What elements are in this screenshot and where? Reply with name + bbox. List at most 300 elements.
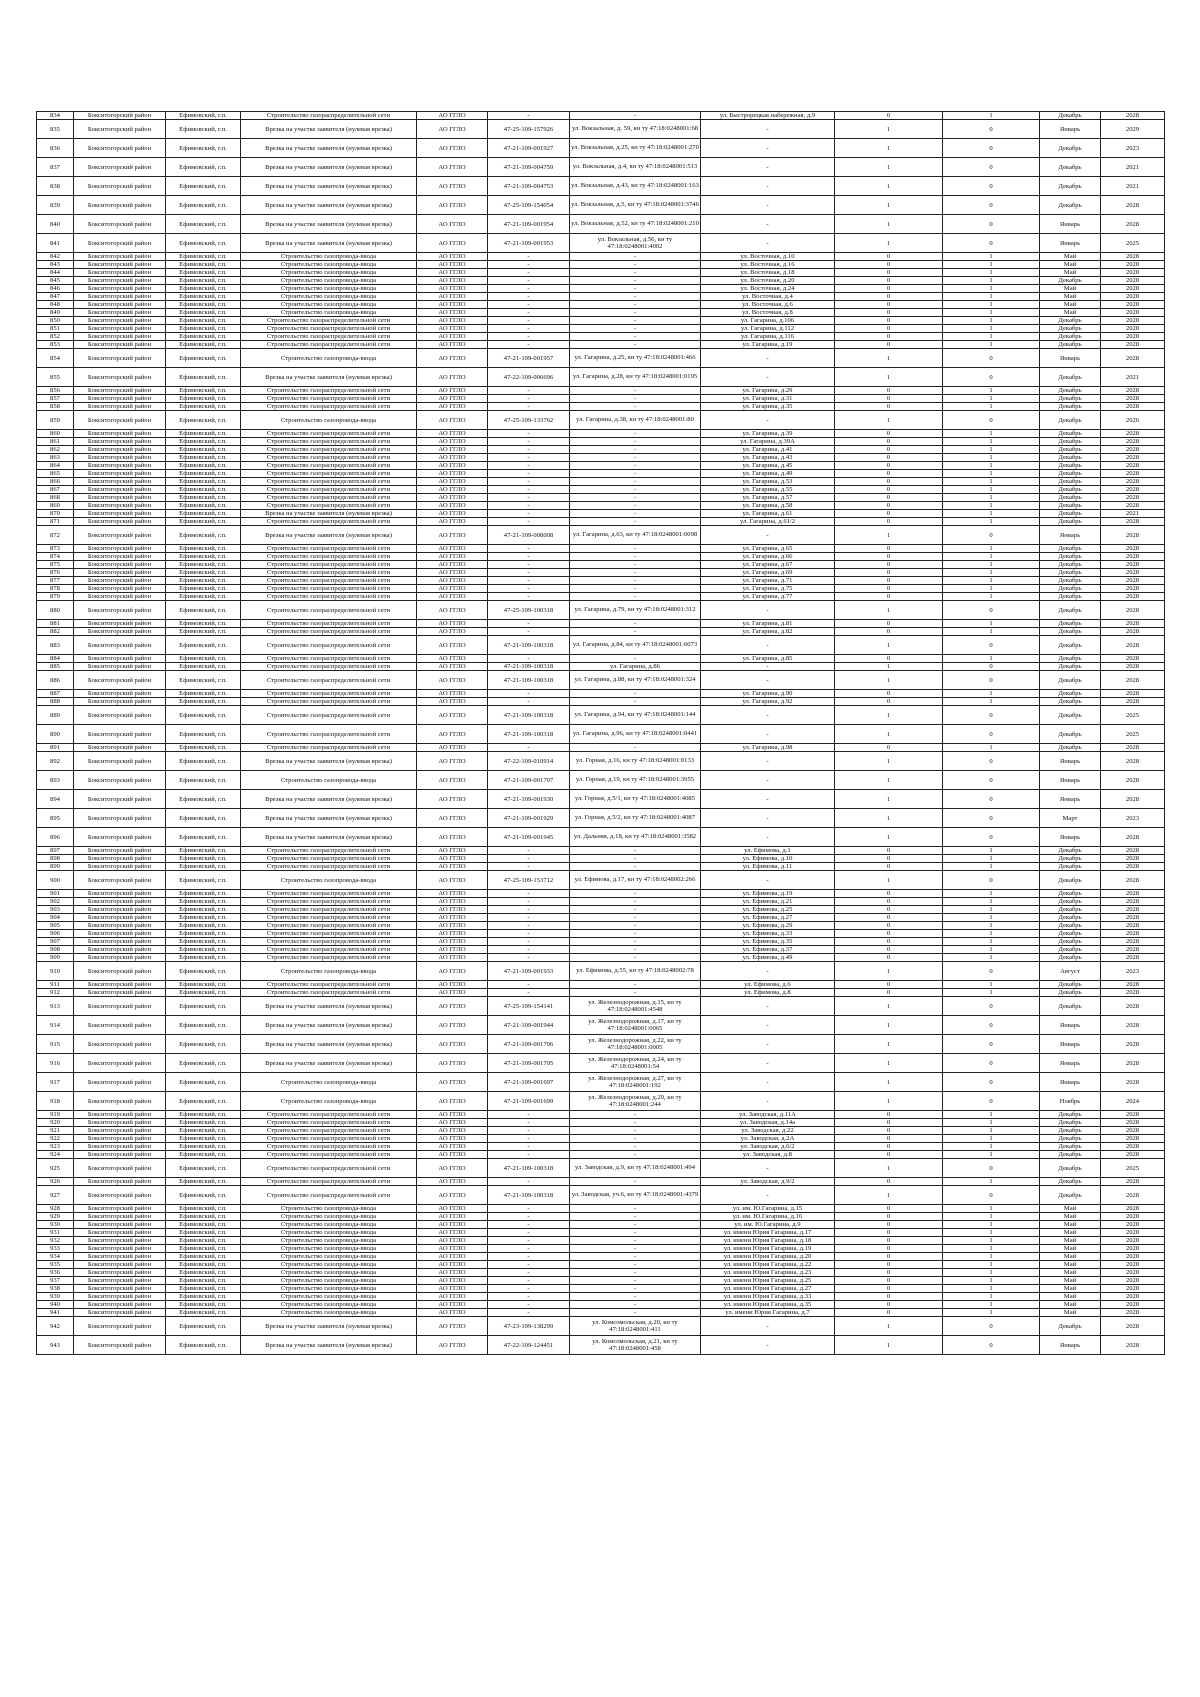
- cell-count-b: 1: [943, 690, 1040, 698]
- cell-row-number: 905: [37, 922, 74, 930]
- cell-cadastral-address: ул. Железнодорожная, д.27, кн ту 47:18:0248001:192: [570, 1073, 701, 1092]
- cell-row-number: 848: [37, 301, 74, 309]
- cell-cadastral-address: -: [570, 446, 701, 454]
- cell-application-number: 47-21-109-001927: [488, 139, 570, 158]
- cell-count-b: 0: [943, 1073, 1040, 1092]
- cell-application-number: -: [488, 1237, 570, 1245]
- cell-work-type: Строительство газопровода-ввода: [241, 1092, 417, 1111]
- cell-count-a: 1: [835, 177, 943, 196]
- cell-organization: АО ГГЛО: [417, 914, 488, 922]
- cell-district: Бокситогорский район: [74, 341, 166, 349]
- cell-count-b: 0: [943, 601, 1040, 620]
- cell-settlement: Ефимовский, г.п.: [166, 946, 241, 954]
- cell-settlement: Ефимовский, г.п.: [166, 569, 241, 577]
- cell-row-number: 917: [37, 1073, 74, 1092]
- cell-year: 2028: [1101, 446, 1165, 454]
- cell-organization: АО ГГЛО: [417, 325, 488, 333]
- cell-application-number: 47-21-109-001953: [488, 234, 570, 253]
- cell-organization: АО ГГЛО: [417, 387, 488, 395]
- cell-street-address: ул. Гагарина, д.77: [701, 593, 835, 601]
- cell-work-type: Врезка на участке заявителя (нулевая врезка): [241, 234, 417, 253]
- cell-cadastral-address: -: [570, 890, 701, 898]
- cell-application-number: -: [488, 470, 570, 478]
- cell-year: 2028: [1101, 593, 1165, 601]
- cell-row-number: 909: [37, 954, 74, 962]
- cell-street-address: ул. Гагарина, д.57: [701, 494, 835, 502]
- table-row: [37, 341, 1165, 349]
- cell-month: Декабрь: [1040, 317, 1101, 325]
- cell-count-a: 0: [835, 510, 943, 518]
- table-row: [37, 1186, 1165, 1205]
- cell-count-b: 1: [943, 277, 1040, 285]
- cell-settlement: Ефимовский, г.п.: [166, 914, 241, 922]
- cell-year: 2021: [1101, 368, 1165, 387]
- cell-year: 2028: [1101, 981, 1165, 989]
- cell-district: Бокситогорский район: [74, 1135, 166, 1143]
- cell-count-a: 0: [835, 293, 943, 301]
- cell-district: Бокситогорский район: [74, 771, 166, 790]
- cell-row-number: 906: [37, 930, 74, 938]
- cell-count-a: 0: [835, 620, 943, 628]
- table-row: [37, 962, 1165, 981]
- cell-cadastral-address: -: [570, 593, 701, 601]
- cell-organization: АО ГГЛО: [417, 1135, 488, 1143]
- cell-row-number: 842: [37, 253, 74, 261]
- cell-year: 2028: [1101, 502, 1165, 510]
- cell-year: 2028: [1101, 526, 1165, 545]
- cell-work-type: Строительство газораспределительной сети: [241, 325, 417, 333]
- cell-settlement: Ефимовский, г.п.: [166, 847, 241, 855]
- cell-cadastral-address: -: [570, 510, 701, 518]
- cell-street-address: ул. Ефимова, д.33: [701, 930, 835, 938]
- cell-row-number: 871: [37, 518, 74, 526]
- table-row: [37, 1285, 1165, 1293]
- cell-work-type: Врезка на участке заявителя (нулевая врезка): [241, 215, 417, 234]
- cell-year: 2028: [1101, 954, 1165, 962]
- cell-settlement: Ефимовский, г.п.: [166, 269, 241, 277]
- cell-month: Декабрь: [1040, 341, 1101, 349]
- cell-cadastral-address: -: [570, 341, 701, 349]
- cell-count-b: 0: [943, 177, 1040, 196]
- cell-street-address: -: [701, 234, 835, 253]
- cell-cadastral-address: -: [570, 1119, 701, 1127]
- cell-cadastral-address: ул. Горная, д.19, кн ту 47:18:0248001:3955: [570, 771, 701, 790]
- cell-street-address: -: [701, 706, 835, 725]
- cell-organization: АО ГГЛО: [417, 1253, 488, 1261]
- cell-count-b: 0: [943, 196, 1040, 215]
- cell-application-number: 47-22-109-006696: [488, 368, 570, 387]
- cell-street-address: ул. Ефимова, д.11: [701, 863, 835, 871]
- cell-district: Бокситогорский район: [74, 1336, 166, 1355]
- cell-row-number: 930: [37, 1221, 74, 1229]
- cell-district: Бокситогорский район: [74, 1127, 166, 1135]
- cell-row-number: 891: [37, 744, 74, 752]
- table-row: [37, 855, 1165, 863]
- cell-district: Бокситогорский район: [74, 577, 166, 585]
- cell-count-a: 0: [835, 430, 943, 438]
- cell-row-number: 915: [37, 1035, 74, 1054]
- table-row: [37, 1111, 1165, 1119]
- table-row: [37, 828, 1165, 847]
- cell-work-type: Врезка на участке заявителя (нулевая врезка): [241, 828, 417, 847]
- cell-settlement: Ефимовский, г.п.: [166, 387, 241, 395]
- cell-count-a: 0: [835, 1245, 943, 1253]
- cell-year: 2029: [1101, 120, 1165, 139]
- cell-district: Бокситогорский район: [74, 253, 166, 261]
- cell-settlement: Ефимовский, г.п.: [166, 1143, 241, 1151]
- cell-month: Декабрь: [1040, 946, 1101, 954]
- cell-settlement: Ефимовский, г.п.: [166, 690, 241, 698]
- cell-district: Бокситогорский район: [74, 690, 166, 698]
- table-row: [37, 1205, 1165, 1213]
- cell-organization: АО ГГЛО: [417, 139, 488, 158]
- cell-row-number: 860: [37, 430, 74, 438]
- cell-count-b: 1: [943, 112, 1040, 120]
- cell-work-type: Врезка на участке заявителя (нулевая врезка): [241, 752, 417, 771]
- cell-street-address: ул. имени Юрия Гагарина, д.19: [701, 1245, 835, 1253]
- cell-cadastral-address: -: [570, 914, 701, 922]
- cell-count-b: 0: [943, 706, 1040, 725]
- cell-application-number: -: [488, 938, 570, 946]
- cell-application-number: -: [488, 1229, 570, 1237]
- cell-organization: АО ГГЛО: [417, 317, 488, 325]
- cell-application-number: 47-21-109-100318: [488, 1159, 570, 1178]
- cell-settlement: Ефимовский, г.п.: [166, 1213, 241, 1221]
- cell-district: Бокситогорский район: [74, 1111, 166, 1119]
- cell-year: 2028: [1101, 438, 1165, 446]
- cell-organization: АО ГГЛО: [417, 663, 488, 671]
- cell-count-b: 0: [943, 411, 1040, 430]
- cell-month: Декабрь: [1040, 553, 1101, 561]
- cell-year: 2028: [1101, 301, 1165, 309]
- table-row: [37, 771, 1165, 790]
- cell-count-a: 0: [835, 317, 943, 325]
- cell-month: Декабрь: [1040, 430, 1101, 438]
- table-row: [37, 403, 1165, 411]
- cell-application-number: -: [488, 478, 570, 486]
- cell-row-number: 887: [37, 690, 74, 698]
- cell-district: Бокситогорский район: [74, 1151, 166, 1159]
- cell-street-address: -: [701, 349, 835, 368]
- cell-street-address: -: [701, 196, 835, 215]
- cell-month: Май: [1040, 285, 1101, 293]
- cell-cadastral-address: -: [570, 1178, 701, 1186]
- cell-month: Декабрь: [1040, 1317, 1101, 1336]
- table-row: [37, 577, 1165, 585]
- cell-application-number: -: [488, 454, 570, 462]
- cell-organization: АО ГГЛО: [417, 309, 488, 317]
- cell-street-address: -: [701, 790, 835, 809]
- cell-row-number: 892: [37, 752, 74, 771]
- cell-count-a: 0: [835, 922, 943, 930]
- cell-district: Бокситогорский район: [74, 809, 166, 828]
- cell-year: 2028: [1101, 1221, 1165, 1229]
- table-row: [37, 593, 1165, 601]
- cell-work-type: Строительство газораспределительной сети: [241, 906, 417, 914]
- cell-settlement: Ефимовский, г.п.: [166, 1205, 241, 1213]
- cell-count-a: 0: [835, 585, 943, 593]
- cell-application-number: 47-25-109-133762: [488, 411, 570, 430]
- table-row: [37, 387, 1165, 395]
- cell-month: Декабрь: [1040, 545, 1101, 553]
- cell-district: Бокситогорский район: [74, 470, 166, 478]
- cell-application-number: -: [488, 309, 570, 317]
- cell-count-b: 0: [943, 158, 1040, 177]
- cell-count-a: 0: [835, 438, 943, 446]
- cell-work-type: Строительство газопровода-ввода: [241, 1245, 417, 1253]
- cell-row-number: 890: [37, 725, 74, 744]
- cell-district: Бокситогорский район: [74, 261, 166, 269]
- cell-year: 2028: [1101, 989, 1165, 997]
- table-row: [37, 1309, 1165, 1317]
- cell-settlement: Ефимовский, г.п.: [166, 636, 241, 655]
- cell-month: Декабрь: [1040, 898, 1101, 906]
- cell-street-address: ул. Заводская, д.22: [701, 1127, 835, 1135]
- cell-district: Бокситогорский район: [74, 725, 166, 744]
- cell-cadastral-address: -: [570, 403, 701, 411]
- cell-row-number: 928: [37, 1205, 74, 1213]
- cell-organization: АО ГГЛО: [417, 277, 488, 285]
- cell-street-address: ул. Гагарина, д.65: [701, 545, 835, 553]
- cell-district: Бокситогорский район: [74, 628, 166, 636]
- cell-organization: АО ГГЛО: [417, 1213, 488, 1221]
- cell-cadastral-address: -: [570, 620, 701, 628]
- cell-cadastral-address: -: [570, 1151, 701, 1159]
- cell-count-a: 0: [835, 946, 943, 954]
- cell-street-address: -: [701, 1016, 835, 1035]
- cell-month: Декабрь: [1040, 744, 1101, 752]
- cell-row-number: 872: [37, 526, 74, 545]
- table-row: [37, 1151, 1165, 1159]
- cell-month: Декабрь: [1040, 1127, 1101, 1135]
- cell-street-address: ул. Гагарина, д.112: [701, 325, 835, 333]
- cell-organization: АО ГГЛО: [417, 1159, 488, 1178]
- cell-year: 2028: [1101, 395, 1165, 403]
- cell-organization: АО ГГЛО: [417, 1277, 488, 1285]
- cell-application-number: -: [488, 301, 570, 309]
- cell-count-a: 0: [835, 1229, 943, 1237]
- cell-count-b: 1: [943, 387, 1040, 395]
- cell-cadastral-address: -: [570, 325, 701, 333]
- cell-row-number: 859: [37, 411, 74, 430]
- cell-work-type: Строительство газораспределительной сети: [241, 922, 417, 930]
- cell-application-number: -: [488, 954, 570, 962]
- cell-work-type: Врезка на участке заявителя (нулевая врезка): [241, 997, 417, 1016]
- cell-count-a: 0: [835, 569, 943, 577]
- cell-month: Январь: [1040, 526, 1101, 545]
- cell-organization: АО ГГЛО: [417, 706, 488, 725]
- cell-row-number: 913: [37, 997, 74, 1016]
- cell-count-b: 1: [943, 946, 1040, 954]
- cell-settlement: Ефимовский, г.п.: [166, 510, 241, 518]
- cell-street-address: ул. имени Юрия Гагарина, д.22: [701, 1261, 835, 1269]
- cell-count-a: 1: [835, 706, 943, 725]
- cell-count-a: 1: [835, 871, 943, 890]
- cell-year: 2028: [1101, 1135, 1165, 1143]
- cell-cadastral-address: -: [570, 938, 701, 946]
- cell-year: 2028: [1101, 847, 1165, 855]
- cell-organization: АО ГГЛО: [417, 671, 488, 690]
- cell-settlement: Ефимовский, г.п.: [166, 938, 241, 946]
- table-row: [37, 234, 1165, 253]
- cell-row-number: 937: [37, 1277, 74, 1285]
- table-row: [37, 333, 1165, 341]
- cell-count-a: 1: [835, 368, 943, 387]
- cell-work-type: Строительство газораспределительной сети: [241, 690, 417, 698]
- cell-organization: АО ГГЛО: [417, 855, 488, 863]
- cell-work-type: Строительство газопровода-ввода: [241, 1285, 417, 1293]
- table-row: [37, 725, 1165, 744]
- cell-count-a: 0: [835, 593, 943, 601]
- cell-year: 2028: [1101, 790, 1165, 809]
- cell-settlement: Ефимовский, г.п.: [166, 706, 241, 725]
- cell-count-a: 0: [835, 494, 943, 502]
- cell-row-number: 924: [37, 1151, 74, 1159]
- cell-street-address: ул. Гагарина, д.61: [701, 510, 835, 518]
- cell-district: Бокситогорский район: [74, 698, 166, 706]
- cell-count-b: 1: [943, 1221, 1040, 1229]
- cell-work-type: Строительство газопровода-ввода: [241, 1269, 417, 1277]
- cell-district: Бокситогорский район: [74, 553, 166, 561]
- cell-month: Январь: [1040, 234, 1101, 253]
- cell-organization: АО ГГЛО: [417, 1237, 488, 1245]
- cell-year: 2028: [1101, 317, 1165, 325]
- cell-settlement: Ефимовский, г.п.: [166, 997, 241, 1016]
- cell-cadastral-address: -: [570, 112, 701, 120]
- cell-application-number: -: [488, 387, 570, 395]
- cell-application-number: 47-25-109-157926: [488, 120, 570, 139]
- cell-month: Декабрь: [1040, 502, 1101, 510]
- cell-settlement: Ефимовский, г.п.: [166, 989, 241, 997]
- cell-district: Бокситогорский район: [74, 938, 166, 946]
- cell-month: Декабрь: [1040, 601, 1101, 620]
- cell-settlement: Ефимовский, г.п.: [166, 301, 241, 309]
- cell-count-a: 1: [835, 962, 943, 981]
- cell-year: 2028: [1101, 215, 1165, 234]
- cell-cadastral-address: -: [570, 954, 701, 962]
- cell-count-b: 1: [943, 317, 1040, 325]
- cell-month: Декабрь: [1040, 997, 1101, 1016]
- cell-month: Декабрь: [1040, 863, 1101, 871]
- table-row: [37, 277, 1165, 285]
- cell-cadastral-address: ул. Железнодорожная, д.24, кн ту 47:18:0248001:54: [570, 1054, 701, 1073]
- cell-count-a: 0: [835, 518, 943, 526]
- cell-month: Декабрь: [1040, 1111, 1101, 1119]
- table-row: [37, 1213, 1165, 1221]
- cell-application-number: 47-21-109-001707: [488, 771, 570, 790]
- cell-count-a: 1: [835, 752, 943, 771]
- cell-cadastral-address: -: [570, 1111, 701, 1119]
- cell-organization: АО ГГЛО: [417, 470, 488, 478]
- cell-district: Бокситогорский район: [74, 293, 166, 301]
- cell-count-a: 0: [835, 269, 943, 277]
- cell-district: Бокситогорский район: [74, 863, 166, 871]
- cell-street-address: -: [701, 1186, 835, 1205]
- cell-month: Декабрь: [1040, 395, 1101, 403]
- cell-count-b: 1: [943, 1253, 1040, 1261]
- cell-row-number: 939: [37, 1293, 74, 1301]
- cell-settlement: Ефимовский, г.п.: [166, 285, 241, 293]
- cell-district: Бокситогорский район: [74, 752, 166, 771]
- cell-year: 2028: [1101, 518, 1165, 526]
- cell-count-b: 0: [943, 349, 1040, 368]
- cell-cadastral-address: ул. Ефимова, д.17, кн ту 47:18:0248002:266: [570, 871, 701, 890]
- cell-month: Май: [1040, 1285, 1101, 1293]
- cell-year: 2028: [1101, 771, 1165, 790]
- cell-year: 2028: [1101, 309, 1165, 317]
- cell-application-number: -: [488, 620, 570, 628]
- cell-count-a: 0: [835, 1205, 943, 1213]
- cell-count-b: 1: [943, 333, 1040, 341]
- cell-month: Январь: [1040, 771, 1101, 790]
- cell-street-address: -: [701, 1317, 835, 1336]
- cell-settlement: Ефимовский, г.п.: [166, 1151, 241, 1159]
- cell-count-a: 0: [835, 698, 943, 706]
- cell-count-b: 1: [943, 269, 1040, 277]
- cell-street-address: ул. Гагарина, д.82: [701, 628, 835, 636]
- cell-application-number: -: [488, 1135, 570, 1143]
- cell-year: 2028: [1101, 898, 1165, 906]
- cell-count-b: 1: [943, 890, 1040, 898]
- cell-year: 2028: [1101, 1301, 1165, 1309]
- cell-count-a: 0: [835, 863, 943, 871]
- cell-cadastral-address: -: [570, 1143, 701, 1151]
- cell-count-a: 1: [835, 411, 943, 430]
- cell-cadastral-address: -: [570, 1127, 701, 1135]
- cell-month: Март: [1040, 809, 1101, 828]
- cell-row-number: 933: [37, 1245, 74, 1253]
- cell-work-type: Строительство газопровода-ввода: [241, 411, 417, 430]
- cell-count-b: 1: [943, 847, 1040, 855]
- cell-district: Бокситогорский район: [74, 545, 166, 553]
- cell-settlement: Ефимовский, г.п.: [166, 655, 241, 663]
- cell-year: 2028: [1101, 1143, 1165, 1151]
- cell-settlement: Ефимовский, г.п.: [166, 1293, 241, 1301]
- cell-count-b: 1: [943, 253, 1040, 261]
- cell-count-a: 0: [835, 938, 943, 946]
- cell-cadastral-address: ул. Вокзальная, д.25, кн ту 47:18:0248001:270: [570, 139, 701, 158]
- cell-cadastral-address: -: [570, 438, 701, 446]
- cell-organization: АО ГГЛО: [417, 997, 488, 1016]
- cell-row-number: 873: [37, 545, 74, 553]
- cell-application-number: -: [488, 518, 570, 526]
- cell-district: Бокситогорский район: [74, 1229, 166, 1237]
- cell-count-b: 0: [943, 636, 1040, 655]
- cell-year: 2028: [1101, 253, 1165, 261]
- table-row: [37, 1269, 1165, 1277]
- cell-row-number: 837: [37, 158, 74, 177]
- cell-street-address: ул. Ефимова, д.6: [701, 981, 835, 989]
- table-row: [37, 1293, 1165, 1301]
- cell-count-b: 1: [943, 341, 1040, 349]
- cell-district: Бокситогорский район: [74, 989, 166, 997]
- cell-organization: АО ГГЛО: [417, 1285, 488, 1293]
- cell-cadastral-address: ул. Железнодорожная, д.15, кн ту 47:18:0248001:4548: [570, 997, 701, 1016]
- cell-month: Май: [1040, 1221, 1101, 1229]
- cell-street-address: ул. Восточная, д.10: [701, 253, 835, 261]
- cell-organization: АО ГГЛО: [417, 946, 488, 954]
- cell-month: Январь: [1040, 1016, 1101, 1035]
- cell-cadastral-address: -: [570, 502, 701, 510]
- cell-row-number: 869: [37, 502, 74, 510]
- cell-organization: АО ГГЛО: [417, 636, 488, 655]
- table-row: [37, 139, 1165, 158]
- cell-application-number: -: [488, 585, 570, 593]
- cell-application-number: -: [488, 1119, 570, 1127]
- cell-count-a: 0: [835, 387, 943, 395]
- cell-settlement: Ефимовский, г.п.: [166, 863, 241, 871]
- table-row: [37, 938, 1165, 946]
